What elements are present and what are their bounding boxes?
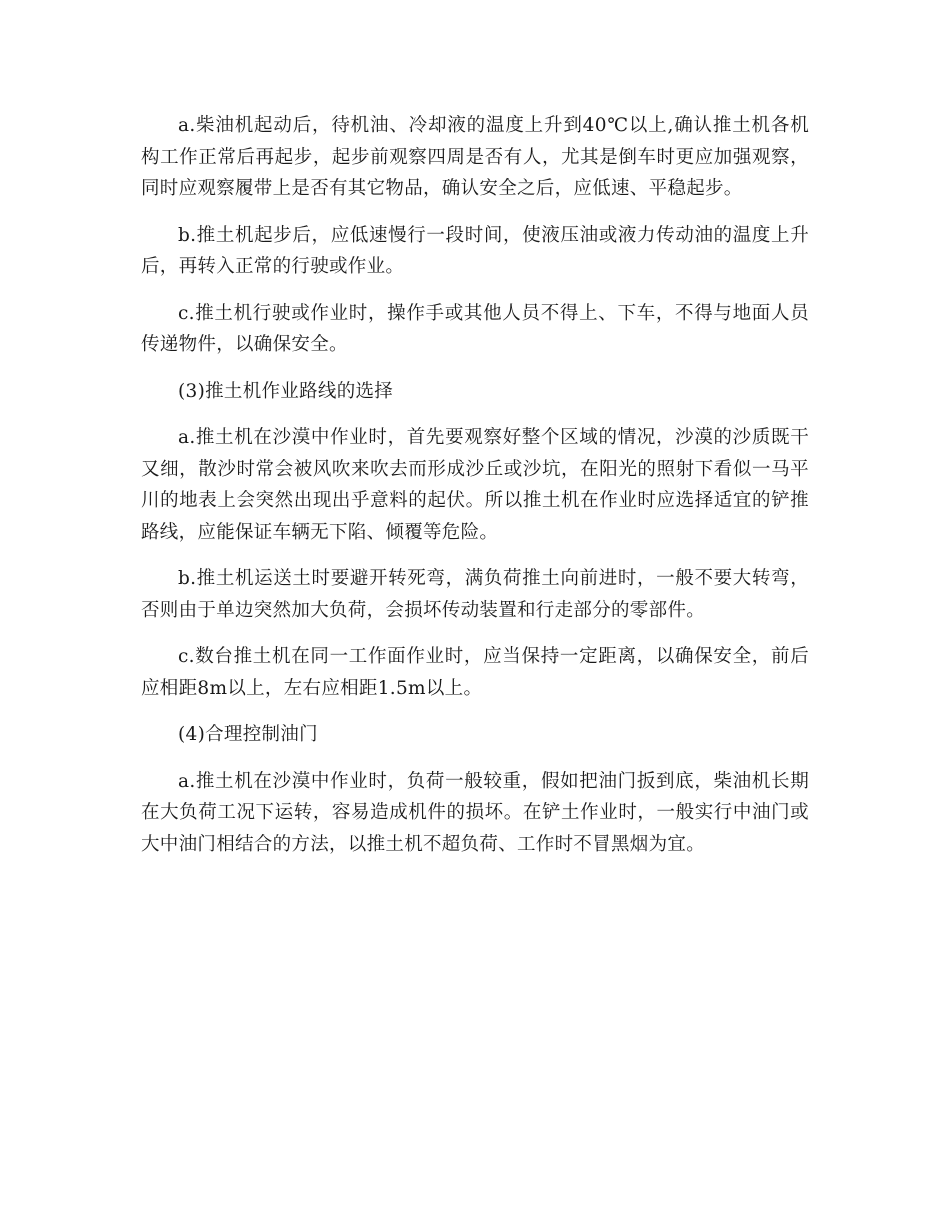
paragraph-start-sequence-c: c.推土机行驶或作业时，操作手或其他人员不得上、下车，不得与地面人员传递物件，以确保安全。 [141, 302, 809, 355]
paragraph-throttle-a: a.推土机在沙漠中作业时，负荷一般较重，假如把油门扳到底，柴油机长期在大负荷工况下运转，容易造成机件的损坏。在铲土作业时，一般实行中油门或大中油门相结合的方法，以推土机不超负荷、工作时不冒黑烟为宜。 [141, 770, 809, 855]
paragraph-start-sequence-b: b.推土机起步后，应低速慢行一段时间，使液压油或液力传动油的温度上升后，再转入正常的行驶或作业。 [141, 224, 809, 277]
paragraph-start-sequence-a: a.柴油机起动后，待机油、冷却液的温度上升到40℃以上,确认推土机各机构工作正常后再起步，起步前观察四周是否有人，尤其是倒车时更应加强观察，同时应观察履带上是否有其它物品，确认安全之后，应低速、平稳起步。 [141, 115, 809, 199]
document-body [141, 110, 809, 875]
paragraph-route-c: c.数台推土机在同一工作面作业时，应当保持一定距离，以确保安全，前后应相距8m以上，左右应相距1.5m以上。 [141, 646, 809, 699]
paragraph-route-a: a.推土机在沙漠中作业时，首先要观察好整个区域的情况，沙漠的沙质既干又细，散沙时常会被风吹来吹去而形成沙丘或沙坑，在阳光的照射下看似一马平川的地表上会突然出现出乎意料的起伏。所以推土机在作业时应选择适宜的铲推路线，应能保证车辆无下陷、倾覆等危险。 [141, 427, 809, 543]
paragraph-route-b: b.推土机运送土时要避开转死弯，满负荷推土向前进时，一般不要大转弯，否则由于单边突然加大负荷，会损坏传动装置和行走部分的零部件。 [141, 568, 809, 621]
section-heading-throttle-control: (4)合理控制油门 [178, 724, 318, 745]
section-heading-route-selection: (3)推土机作业路线的选择 [178, 380, 394, 402]
